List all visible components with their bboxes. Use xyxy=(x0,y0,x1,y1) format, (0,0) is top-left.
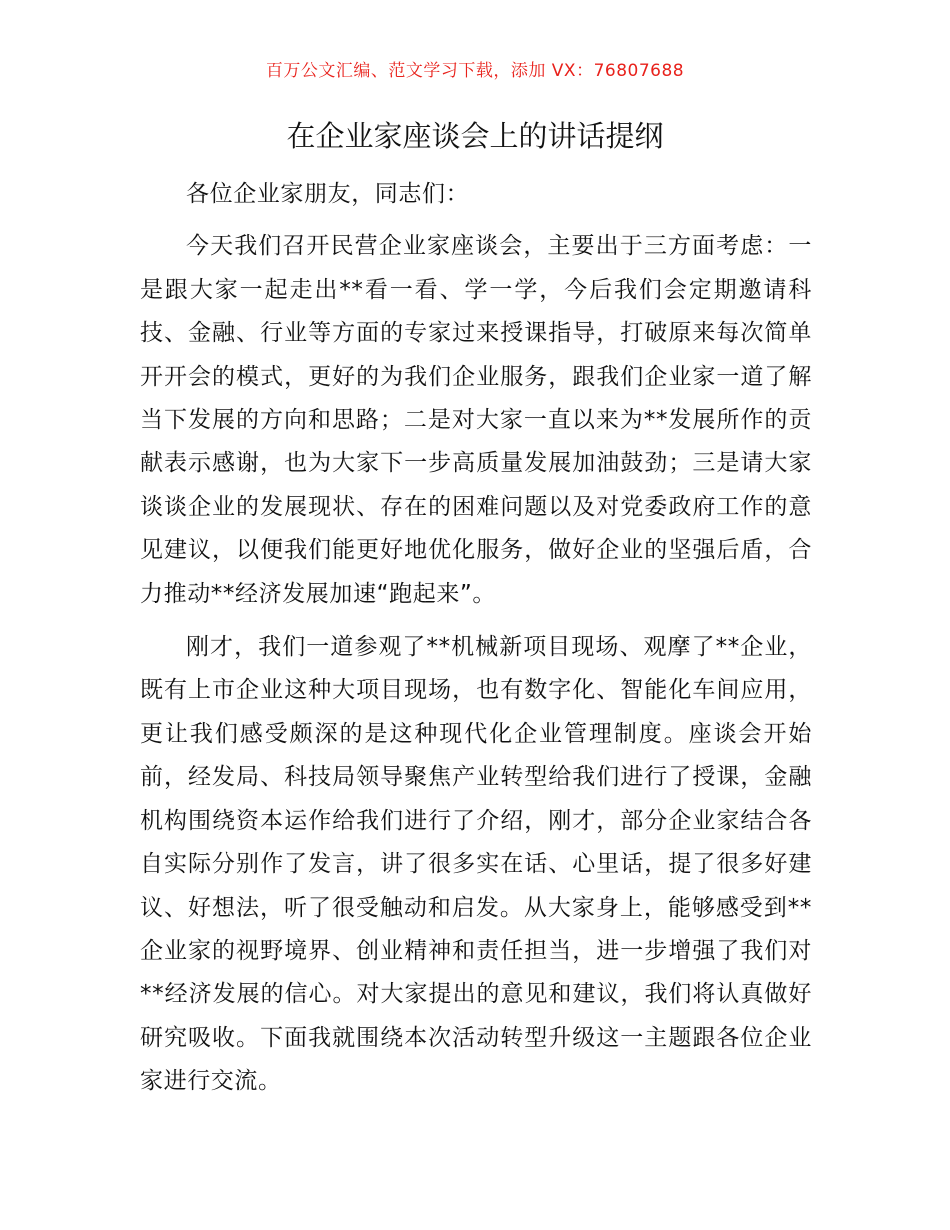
page-title: 在企业家座谈会上的讲话提纲 xyxy=(286,119,664,153)
document-body xyxy=(140,173,812,1114)
salutation: 各位企业家朋友，同志们： xyxy=(186,181,470,207)
body-paragraph-1: 今天我们召开民营企业家座谈会，主要出于三方面考虑：一是跟大家一起走出**看一看、学一学，今后我们会定期邀请科技、金融、行业等方面的专家过来授课指导，打破原来每次简单开开会的模式，更好的为我们企业服务，跟我们企业家一道了解当下发展的方向和思路；二是对大家一直以来为**发展所作的贡献表示感谢，也为大家下一步高质量发展加油鼓劲；三是请大家谈谈企业的发展现状、存在的困难问题以及对党委政府工作的意见建议，以便我们能更好地优化服务，做好企业的坚强后盾，合力推动**经济发展加速“跑起来”。 xyxy=(140,233,812,607)
header-watermark-note: 百万公文汇编、范文学习下载，添加 VX：76807688 xyxy=(265,61,685,81)
body-paragraph-2: 刚才，我们一道参观了**机械新项目现场、观摩了**企业，既有上市企业这种大项目现场，也有数字化、智能化车间应用，更让我们感受颇深的是这种现代化企业管理制度。座谈会开始前，经发局、科技局领导聚焦产业转型给我们进行了授课，金融机构围绕资本运作给我们进行了介绍，刚才，部分企业家结合各自实际分别作了发言，讲了很多实在话、心里话，提了很多好建议、好想法，听了很受触动和启发。从大家身上，能够感受到**企业家的视野境界、创业精神和责任担当，进一步增强了我们对**经济发展的信心。对大家提出的意见和建议，我们将认真做好研究吸收。下面我就围绕本次活动转型升级这一主题跟各位企业家进行交流。 xyxy=(140,634,812,1095)
